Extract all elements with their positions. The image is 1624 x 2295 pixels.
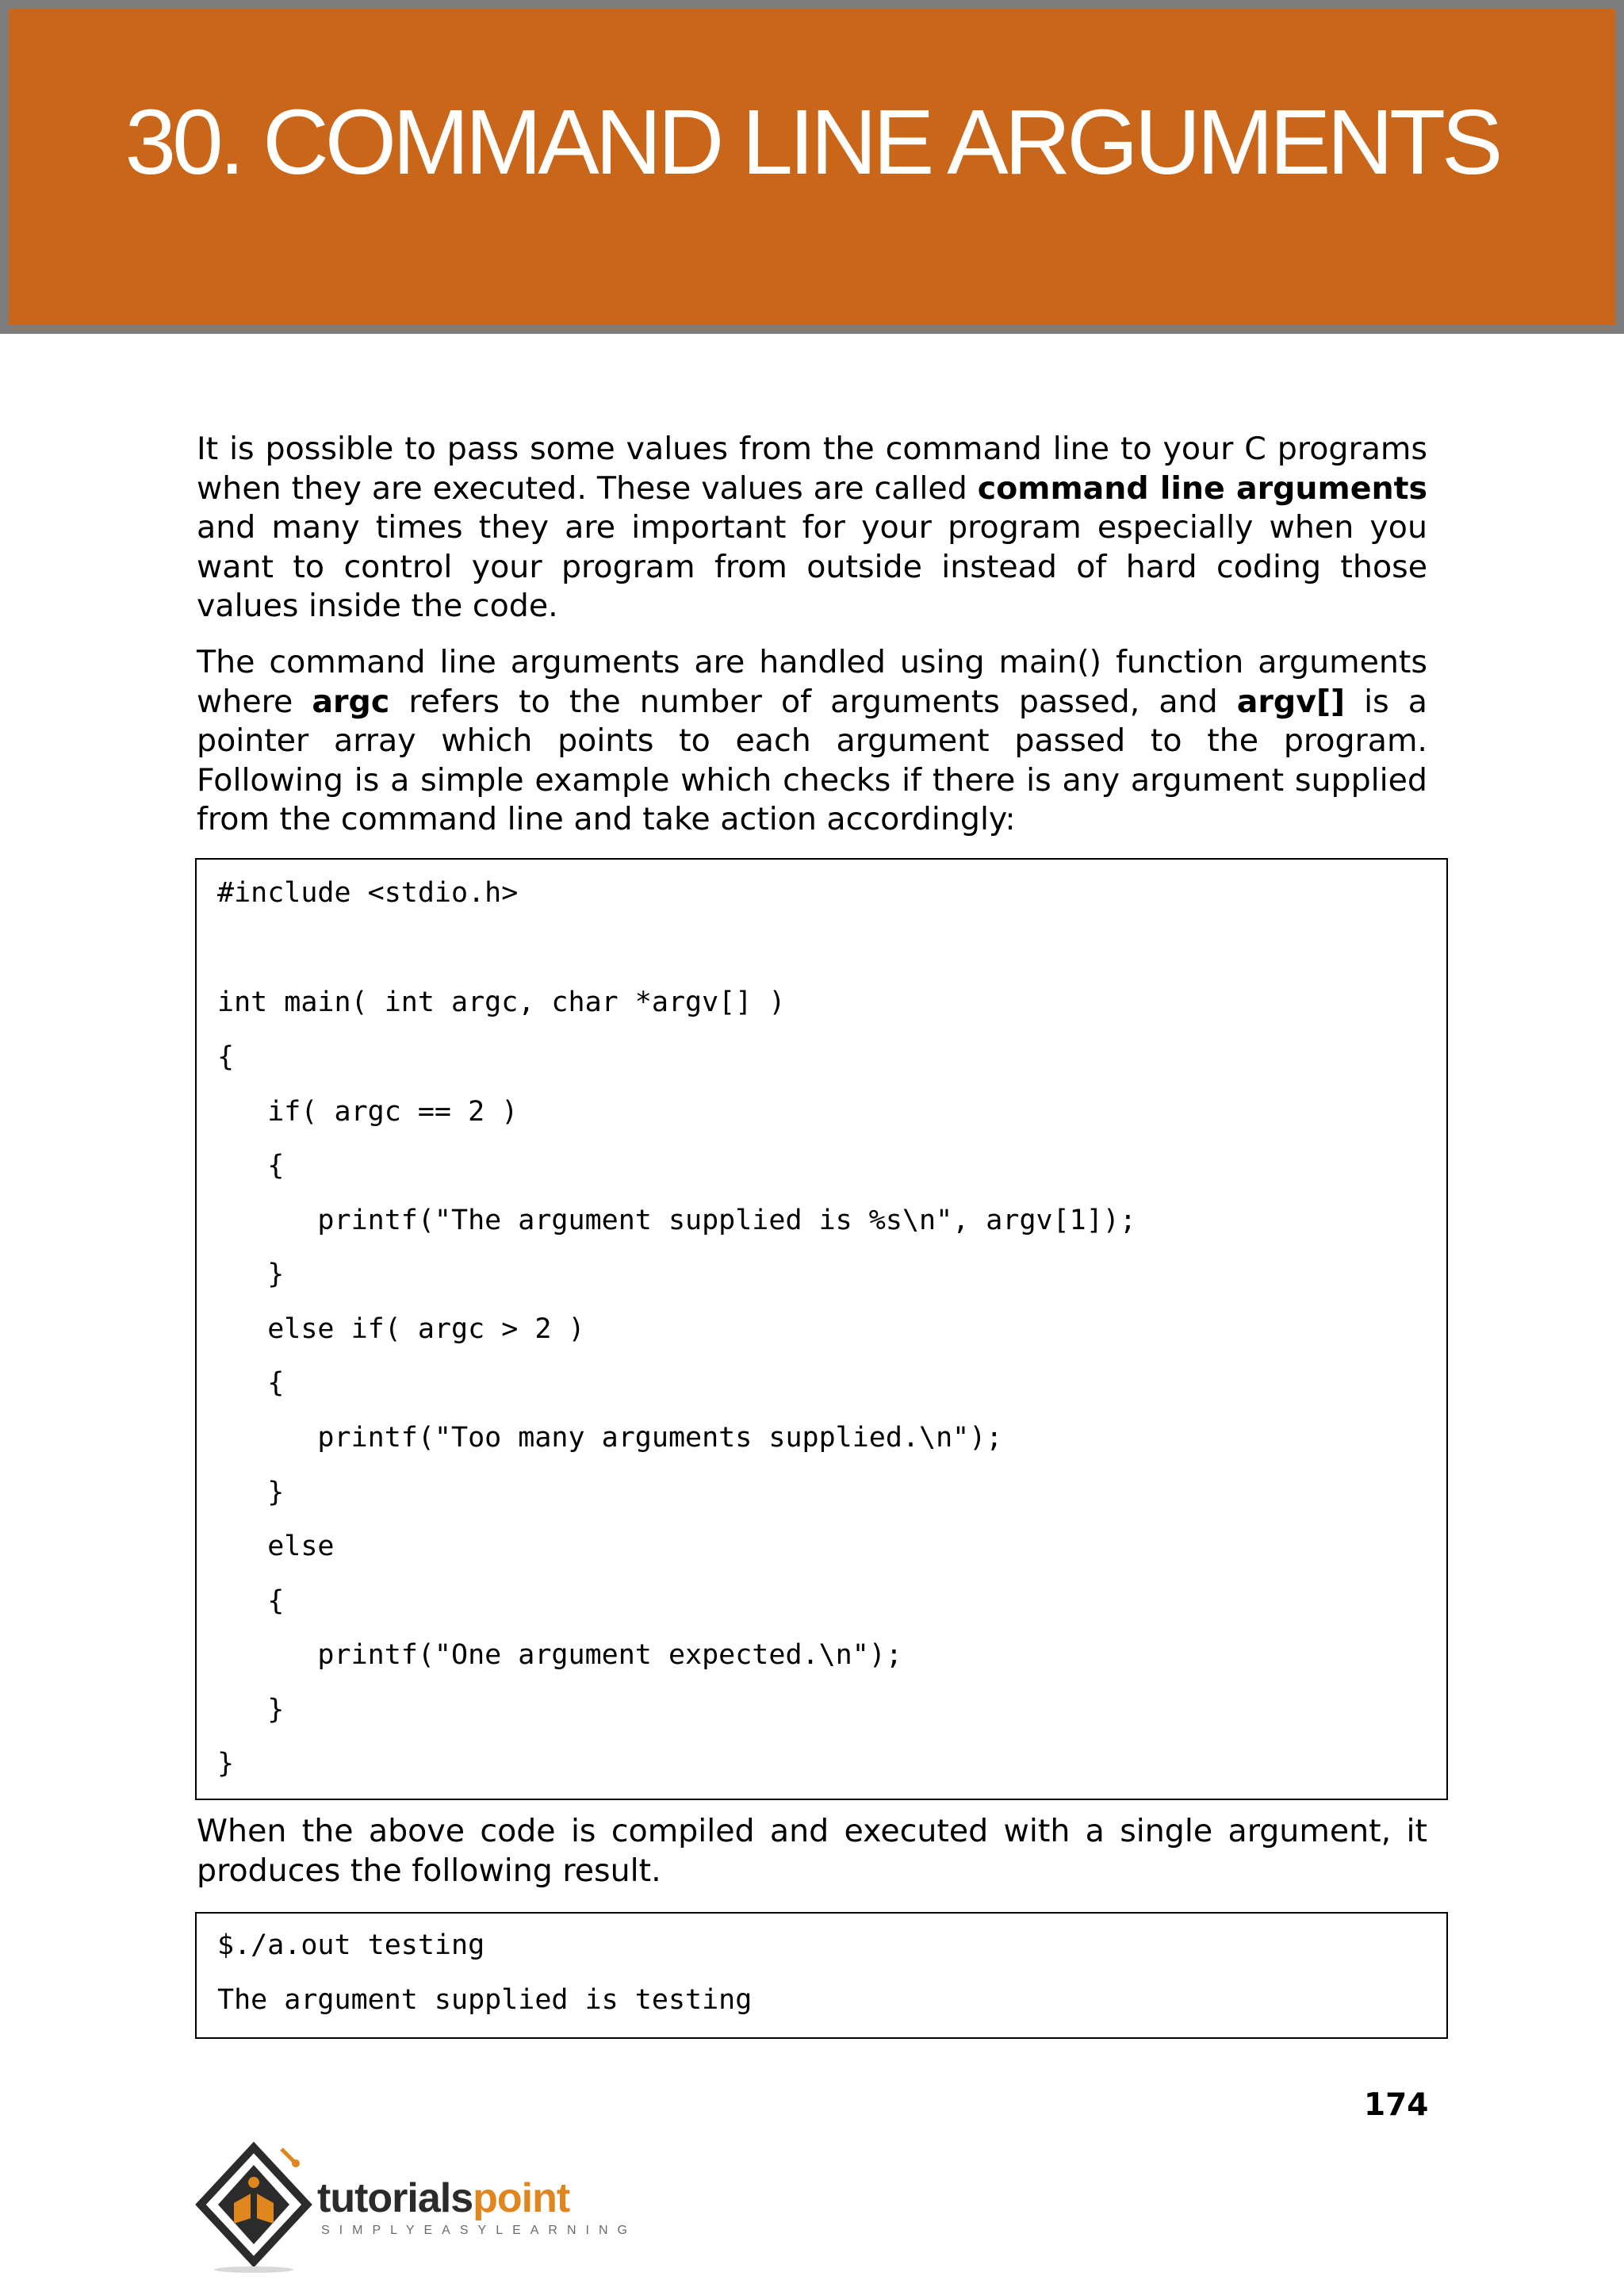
output-line: The argument supplied is testing [217,1984,753,2016]
code-line: printf("One argument expected.\n"); [217,1639,902,1671]
code-line: #include <stdio.h> [217,877,519,909]
code-line: { [217,1585,285,1617]
explain-paragraph [197,643,1427,840]
code-line: { [217,1367,285,1399]
explain-text-2: refers to the number of arguments passed, and [408,683,1218,720]
code-line: } [217,1477,285,1508]
explain-bold-argc: argc [312,683,390,720]
chapter-title: 30. COMMAND LINE ARGUMENTS [124,90,1500,193]
code-line: } [217,1748,235,1780]
chapter-banner [0,0,1624,334]
code-line: { [217,1041,235,1073]
explain-text-3: is a pointer array which points to each argument passed to the program. Following is a simple example which checks if there is any argument supplied from the command line and take action accordingly: [197,683,1427,837]
result-intro-paragraph: When the above code is compiled and executed with a single argument, it produces the following result. [197,1813,1427,1889]
code-example-box [195,858,1448,1800]
code-line: { [217,1150,285,1182]
code-line: int main( int argc, char *argv[] ) [217,987,786,1018]
code-line: printf("The argument supplied is %s\n", argv[1]); [217,1205,1136,1236]
code-output-box [195,1912,1448,2039]
intro-bold-term: command line arguments [977,469,1427,507]
output-line: $./a.out testing [217,1929,485,1961]
code-line: } [217,1694,285,1726]
explain-bold-argv: argv[] [1236,683,1346,720]
code-line: if( argc == 2 ) [217,1096,519,1128]
logo-emblem-icon [194,2141,313,2276]
logo-word-tutorials: tutorials [317,2175,473,2221]
code-line: else [217,1531,335,1562]
logo-wordmark [317,2174,569,2222]
code-line: } [217,1259,285,1290]
intro-text-1: It is possible to pass some values from the command line to your C programs when they are executed. These values are called [197,431,1427,507]
intro-text-2: and many times they are important for your program especially when you want to control your program from outside instead of hard coding those values inside the code. [197,509,1427,624]
logo-word-point: point [473,2175,570,2221]
explain-text-1: The command line arguments are handled using main() function arguments where [197,644,1427,720]
tutorialspoint-logo [194,2141,638,2276]
page-number: 174 [1364,2087,1429,2123]
code-line: printf("Too many arguments supplied.\n"); [217,1422,1003,1454]
logo-tagline: SIMPLYEASYLEARNING [321,2224,637,2237]
intro-paragraph [197,430,1427,626]
code-line: else if( argc > 2 ) [217,1313,585,1345]
